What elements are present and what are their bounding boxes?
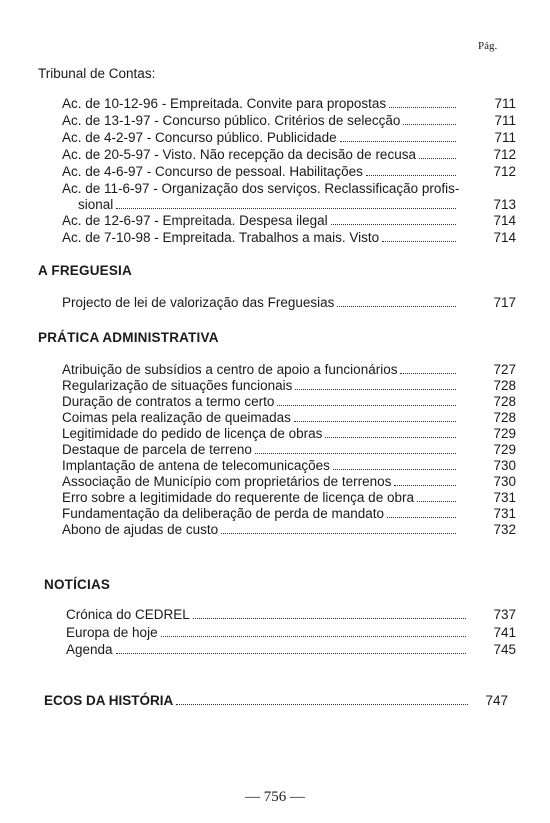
dot-leader: [333, 469, 456, 470]
toc-entry: [62, 442, 516, 458]
toc-entry-page: 729: [493, 442, 516, 457]
toc-entry-text: Fundamentação da deliberação de perda de mandato: [62, 506, 384, 521]
toc-entry-page: 747: [485, 693, 508, 708]
toc-entry: [66, 625, 516, 641]
toc-entry-text: Ac. de 4-6-97 - Concurso de pessoal. Habilitações: [62, 164, 363, 179]
dot-leader: [382, 241, 456, 242]
section-heading-ecos: ECOS DA HISTÓRIA: [44, 693, 174, 708]
dot-leader: [337, 306, 456, 307]
toc-entry-text: Erro sobre a legitimidade do requerente de licença de obra: [62, 490, 414, 505]
toc-entry-text: Legitimidade do pedido de licença de obras: [62, 426, 323, 441]
toc-entry: [62, 295, 516, 311]
intro-heading: Tribunal de Contas:: [38, 66, 156, 81]
toc-entry-text: Associação de Município com proprietários de terrenos: [62, 474, 392, 489]
toc-entry-text: Implantação de antena de telecomunicações: [62, 458, 330, 473]
dot-leader: [389, 107, 456, 108]
toc-entry-page: 712: [493, 164, 516, 179]
toc-entry-page: 717: [493, 295, 516, 310]
toc-entry: [62, 426, 516, 442]
toc-entry-continuation: [78, 197, 516, 213]
toc-entry-text: Ac. de 12-6-97 - Empreitada. Despesa ilegal: [62, 213, 328, 228]
toc-entry-page: 712: [493, 147, 516, 162]
toc-entry-page: 728: [493, 378, 516, 393]
toc-entry: [62, 164, 516, 180]
toc-entry-page: 737: [493, 607, 516, 622]
dot-leader: [193, 618, 466, 619]
toc-entry-page: 711: [494, 96, 516, 111]
toc-entry: [62, 458, 516, 474]
toc-entry-page: 730: [493, 458, 516, 473]
toc-entry-page: 731: [493, 490, 516, 505]
toc-entry-page: 731: [493, 506, 516, 521]
dot-leader: [419, 158, 456, 159]
section-heading-freguesia: A FREGUESIA: [38, 263, 132, 278]
section-heading-noticias: NOTÍCIAS: [44, 577, 111, 592]
toc-entry-text: Duração de contratos a termo certo: [62, 394, 275, 409]
toc-entry-text: Europa de hoje: [66, 625, 158, 640]
dot-leader: [394, 485, 456, 486]
toc-entry: [62, 522, 516, 538]
toc-entry-page: 741: [493, 625, 516, 640]
dot-leader: [116, 208, 456, 209]
toc-entry: [62, 96, 516, 112]
toc-entry-text: Ac. de 11-6-97 - Organização dos serviços. Reclassificação profis-: [62, 181, 460, 196]
dot-leader: [417, 501, 456, 502]
dot-leader: [403, 124, 456, 125]
toc-entry-page: 729: [493, 426, 516, 441]
dot-leader: [294, 421, 456, 422]
dot-leader: [295, 389, 456, 390]
toc-entry-text: Abono de ajudas de custo: [62, 522, 219, 537]
section-heading-pratica: PRÁTICA ADMINISTRATIVA: [38, 330, 219, 345]
dot-leader: [255, 453, 456, 454]
toc-entry-page: 727: [493, 362, 516, 377]
dot-leader: [340, 141, 456, 142]
toc-entry-page: 732: [493, 522, 516, 537]
toc-entry: [62, 394, 516, 410]
toc-entry-text: Coimas pela realização de queimadas: [62, 410, 291, 425]
dot-leader: [221, 533, 456, 534]
toc-entry: [62, 378, 516, 394]
toc-entry-text: Agenda: [66, 642, 113, 657]
dot-leader: [366, 175, 456, 176]
dot-leader: [116, 653, 466, 654]
toc-entry-text: Projecto de lei de valorização das Freguesias: [62, 295, 335, 310]
toc-entry-page: 711: [494, 113, 516, 128]
dot-leader: [387, 517, 456, 518]
toc-entry-text: Destaque de parcela de terreno: [62, 442, 252, 457]
toc-entry: [62, 474, 516, 490]
toc-entry-text: Ac. de 4-2-97 - Concurso público. Publicidade: [62, 130, 337, 145]
dot-leader: [400, 373, 456, 374]
toc-entry-text: Atribuição de subsídios a centro de apoio a funcionários: [62, 362, 398, 377]
toc-entry-page: 714: [493, 213, 516, 228]
toc-entry: [62, 213, 516, 229]
toc-section-ecos: [44, 693, 508, 709]
toc-entry-text: Ac. de 10-12-96 - Empreitada. Convite para propostas: [62, 96, 387, 111]
toc-entry-text: Ac. de 13-1-97 - Concurso público. Critérios de selecção: [62, 113, 401, 128]
page-column-label: Pág.: [478, 40, 498, 52]
toc-entry-text: Regularização de situações funcionais: [62, 378, 293, 393]
dot-leader: [161, 636, 466, 637]
dot-leader: [176, 704, 468, 705]
dot-leader: [277, 405, 456, 406]
toc-entry: [62, 230, 516, 246]
toc-entry: [66, 607, 516, 623]
toc-entry-page: 728: [493, 410, 516, 425]
toc-entry-page: 730: [493, 474, 516, 489]
toc-entry: [66, 642, 516, 658]
toc-entry: [62, 113, 516, 129]
page-number-footer: — 756 —: [245, 789, 305, 805]
toc-entry-first-line: [62, 181, 460, 197]
toc-entry-text: sional: [78, 197, 114, 212]
toc-entry-text: Crónica do CEDREL: [66, 607, 190, 622]
toc-entry: [62, 147, 516, 163]
toc-entry: [62, 362, 516, 378]
toc-entry-page: 714: [493, 230, 516, 245]
toc-entry-page: 728: [493, 394, 516, 409]
dot-leader: [325, 437, 456, 438]
toc-entry-page: 711: [494, 130, 516, 145]
toc-entry: [62, 410, 516, 426]
dot-leader: [331, 224, 456, 225]
toc-entry: [62, 506, 516, 522]
toc-entry-page: 713: [493, 197, 516, 212]
toc-entry-text: Ac. de 20-5-97 - Visto. Não recepção da decisão de recusa: [62, 147, 416, 162]
toc-entry-text: Ac. de 7-10-98 - Empreitada. Trabalhos a mais. Visto: [62, 230, 380, 245]
toc-entry: [62, 130, 516, 146]
toc-entry-page: 745: [493, 642, 516, 657]
toc-entry: [62, 490, 516, 506]
